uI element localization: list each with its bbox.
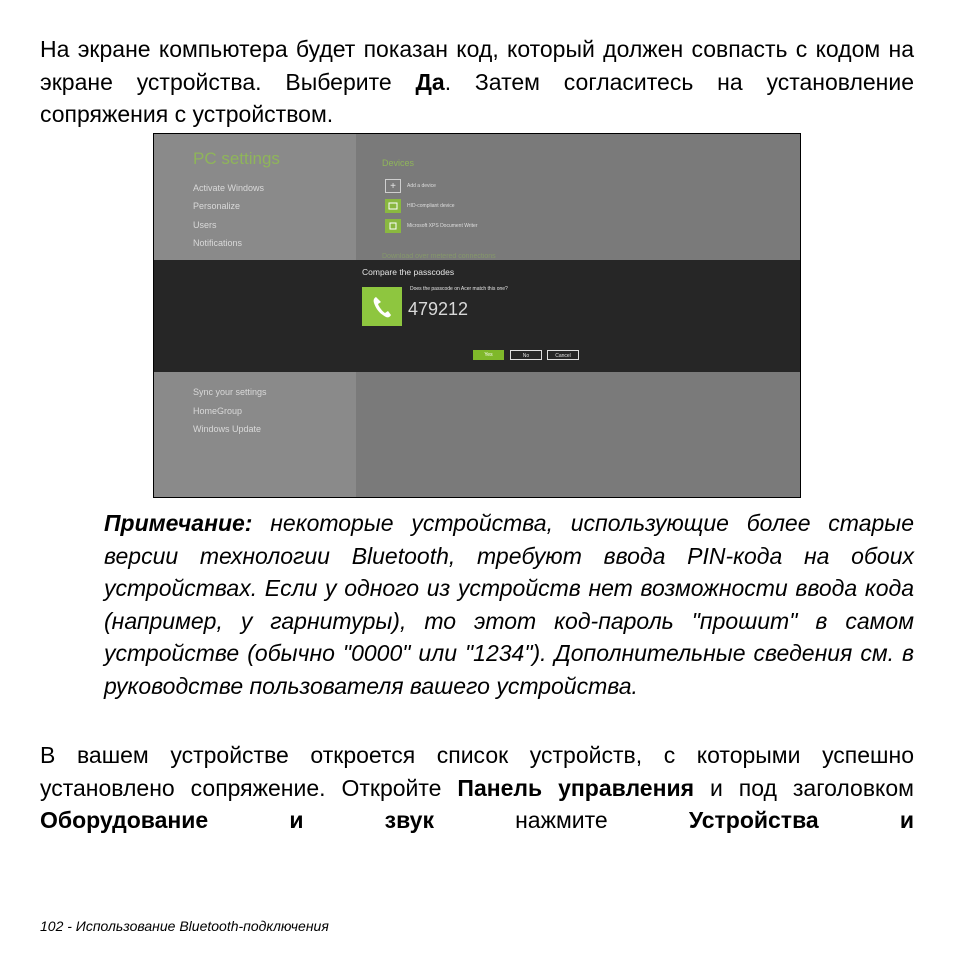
- control-panel-term: Панель управления: [457, 774, 695, 801]
- hardware-sound-term: Оборудование и звук: [40, 807, 434, 833]
- nav-item-homegroup[interactable]: HomeGroup: [193, 406, 243, 416]
- nav-item-activate-windows[interactable]: Activate Windows: [193, 183, 265, 193]
- para3-text: и под заголовком: [694, 774, 914, 801]
- compare-passcodes-dialog: [154, 260, 800, 372]
- para3-text: нажмите: [433, 807, 689, 833]
- note-label: Примечание:: [104, 510, 253, 536]
- para3-text: В вашем устройстве откроется список устройств, с которыми успешно установлено сопряжение. Откройте: [40, 742, 914, 801]
- nav-item-users[interactable]: Users: [193, 220, 217, 230]
- phone-icon: [362, 287, 402, 326]
- dialog-title: Compare the passcodes: [362, 267, 455, 277]
- nav-item-windows-update[interactable]: Windows Update: [193, 424, 262, 434]
- device-label: Add a device: [407, 183, 436, 189]
- cancel-button[interactable]: Cancel: [547, 350, 579, 360]
- page-footer: 102 - Использование Bluetooth-подключения: [40, 918, 329, 934]
- metered-connections-text: Download over metered connections: [382, 253, 496, 260]
- passcode-value: 479212: [408, 299, 469, 319]
- nav-item-personalize[interactable]: Personalize: [193, 201, 241, 211]
- device-row-printer[interactable]: [385, 219, 477, 233]
- intro-paragraph: [40, 33, 914, 131]
- device-row-hid[interactable]: [385, 199, 455, 213]
- device-row-add[interactable]: [385, 179, 436, 193]
- intro-text-end: . Затем согласитесь на установление сопряжения с устройством.: [40, 68, 914, 127]
- nav-item-notifications[interactable]: Notifications: [193, 238, 243, 248]
- devices-heading: Devices: [382, 158, 415, 168]
- hid-device-icon: [385, 199, 401, 213]
- pc-settings-screenshot: [153, 133, 801, 498]
- intro-text: На экране компьютера будет показан код, который должен совпасть с кодом на экране устройства. Выберите: [40, 36, 914, 95]
- note-paragraph: [104, 507, 914, 702]
- yes-term: Да: [415, 68, 445, 95]
- nav-item-sync-settings[interactable]: Sync your settings: [193, 387, 267, 397]
- devices-printers-term: Устройства и: [688, 807, 914, 833]
- plus-icon: +: [385, 179, 401, 193]
- dialog-question: Does the passcode on Acer match this one?: [410, 286, 508, 292]
- device-label: HID-compliant device: [407, 203, 455, 209]
- control-panel-paragraph: [40, 739, 914, 837]
- pc-settings-title: PC settings: [193, 149, 280, 168]
- no-button[interactable]: No: [510, 350, 542, 360]
- note-text: некоторые устройства, использующие более старые версии технологии Bluetooth, требуют ввода PIN-кода на обоих устройствах. Если у одного из устройств нет возможности ввода кода (например, у гарнитуры), то этот код-пароль "прошит" в самом устройстве (обычно "0000" или "1234"). Дополнительные сведения см. в руководстве пользователя вашего устройства.: [104, 510, 914, 699]
- yes-button[interactable]: Yes: [473, 350, 504, 360]
- printer-icon: [385, 219, 401, 233]
- device-label: Microsoft XPS Document Writer: [407, 223, 478, 229]
